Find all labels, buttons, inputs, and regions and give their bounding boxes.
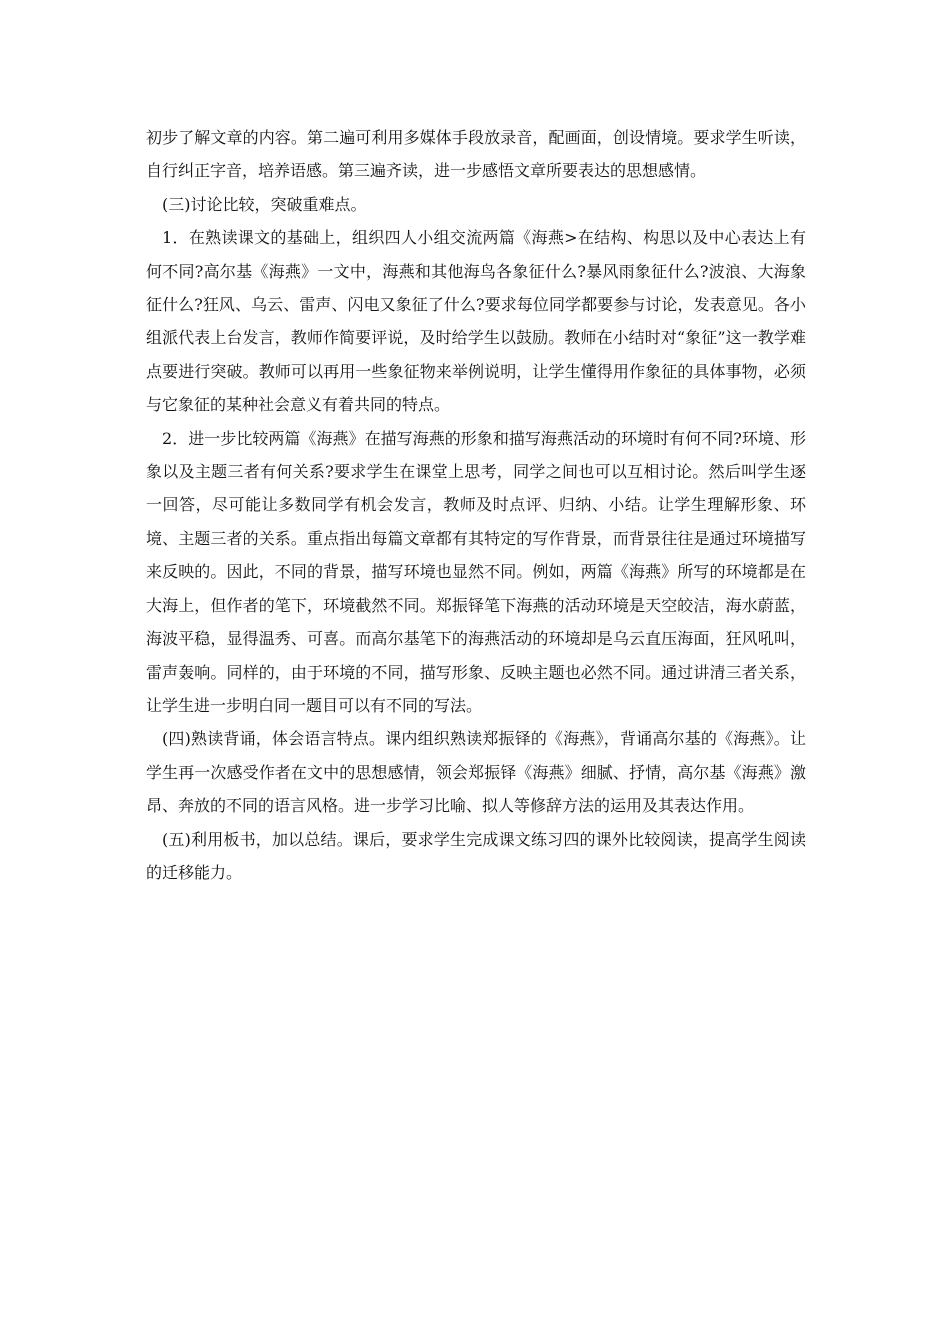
paragraph-continuation: 初步了解文章的内容。第二遍可利用多媒体手段放录音，配画面，创设情境。要求学生听读，自行纠正字音，培养语感。第三遍齐读，进一步感悟文章所要表达的思想感情。 [146, 128, 806, 181]
paragraph-item-2: 2．进一步比较两篇《海燕》在描写海燕的形象和描写海燕活动的环境时有何不同?环境、形象以及主题三者有何关系?要求学生在课堂上思考，同学之间也可以互相讨论。然后叫学生逐一回答，尽可能让多数同学有机会发言，教师及时点评、归纳、小结。让学生理解形象、环境、主题三者的关系。重点指出每篇文章都有其特定的写作背景，而背景往往是通过环境描写来反映的。因此，不同的背景，描写环境也显然不同。例如，两篇《海燕》所写的环境都是在大海上，但作者的笔下，环境截然不同。郑振铎笔下海燕的活动环境是天空皎洁，海水蔚蓝，海波平稳，显得温秀、可喜。而高尔基笔下的海燕活动的环境却是乌云直压海面，狂风吼叫，雷声轰响。同样的，由于环境的不同，描写形象、反映主题也必然不同。通过讲清三者关系，让学生进一步明白同一题目可以有不同的写法。 [146, 428, 806, 715]
paragraph-item-1: 1．在熟读课文的基础上，组织四人小组交流两篇《海燕>在结构、构思以及中心表达上有何不同?高尔基《海燕》一文中，海燕和其他海鸟各象征什么?暴风雨象征什么?波浪、大海象征什么?狂风、乌云、雷声、闪电又象征了什么?要求每位同学都要参与讨论，发表意见。各小组派代表上台发言，教师作简要评说，及时给学生以鼓励。教师在小结时对“象征”这一教学难点要进行突破。教师可以再用一些象征物来举例说明，让学生懂得用作象征的具体事物，必须与它象征的某种社会意义有着共同的特点。 [146, 228, 806, 415]
paragraph-section-4: (四)熟读背诵，体会语言特点。课内组织熟读郑振铎的《海燕》，背诵高尔基的《海燕》。让学生再一次感受作者在文中的思想感情，领会郑振铎《海燕》细腻、抒情，高尔基《海燕》激昂、奔放的不同的语言风格。进一步学习比喻、拟人等修辞方法的运用及其表达作用。 [146, 729, 806, 816]
document-body [146, 121, 806, 889]
section-heading-3: (三)讨论比较，突破重难点。 [162, 194, 367, 214]
paragraph-section-5: (五)利用板书，加以总结。课后，要求学生完成课文练习四的课外比较阅读，提高学生阅读的迁移能力。 [146, 829, 806, 882]
